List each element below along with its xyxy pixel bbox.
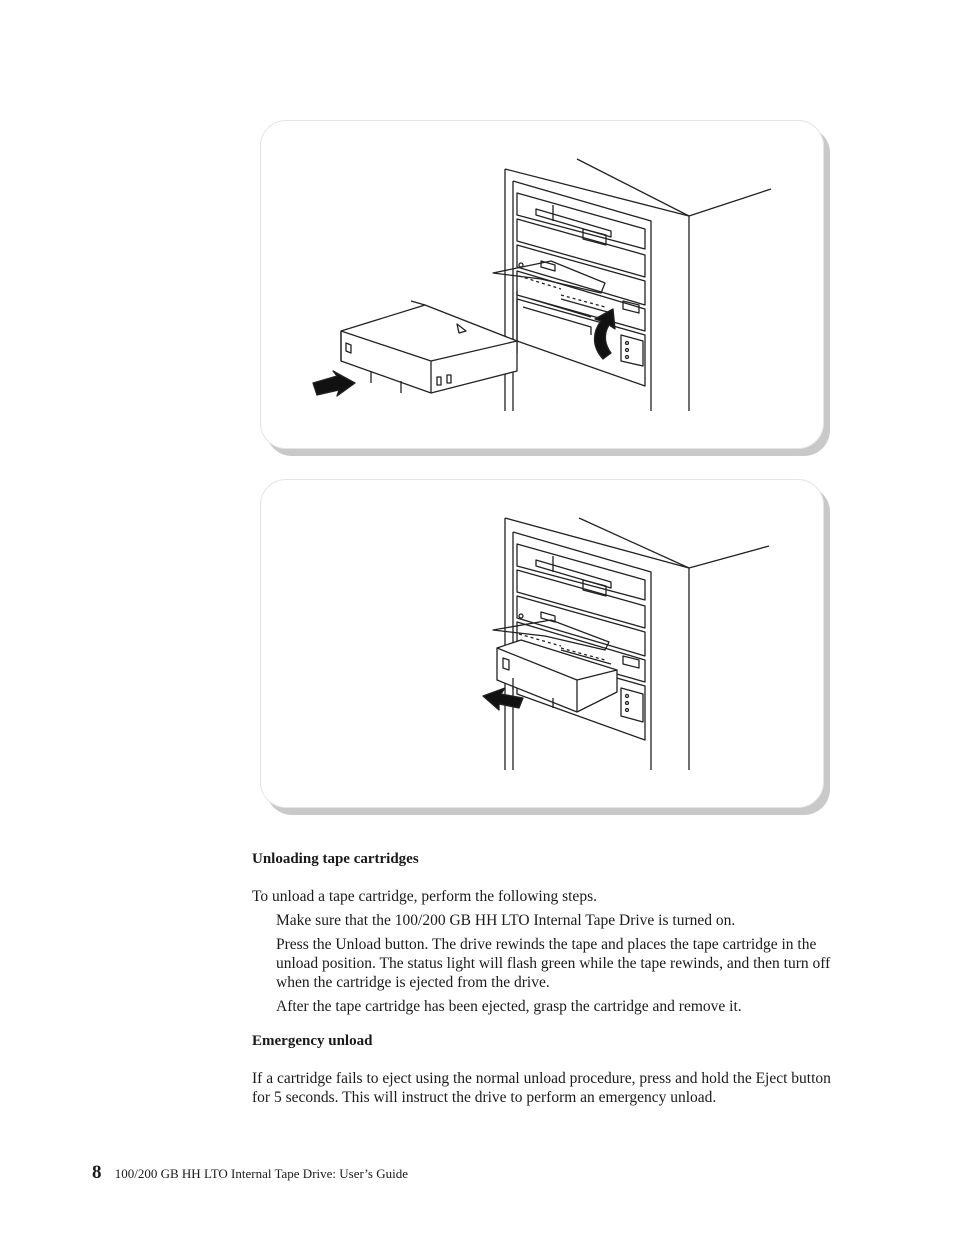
section-heading-unloading: Unloading tape cartridges (252, 851, 419, 867)
step-item: After the tape cartridge has been ejected, grasp the cartridge and remove it. (276, 998, 742, 1015)
unloading-steps-list (276, 911, 842, 1021)
step-item: Press the Unload button. The drive rewinds the tape and places the tape cartridge in the unload position. The status light will flash green while the tape rewinds, and then turn off when the cartridge is ejected from the drive. (276, 936, 831, 991)
emergency-unload-body: If a cartridge fails to eject using the normal unload procedure, press and hold the Eject button for 5 seconds. This will instruct the drive to perform an emergency unload. (252, 1070, 831, 1106)
insert-cartridge-illustration (261, 121, 823, 448)
lift-arrow-icon (595, 309, 616, 359)
step-item: Make sure that the 100/200 GB HH LTO Internal Tape Drive is turned on. (276, 912, 736, 929)
unloading-intro: To unload a tape cartridge, perform the following steps. (252, 888, 597, 905)
insert-cartridge-figure (260, 120, 824, 449)
computer-chassis (505, 518, 769, 770)
eject-cartridge-illustration (261, 480, 823, 807)
page-footer (92, 1162, 408, 1184)
insert-arrow-icon (313, 371, 355, 396)
tape-cartridge (341, 301, 517, 393)
footer-title: 100/200 GB HH LTO Internal Tape Drive: User’s Guide (114, 1166, 408, 1181)
computer-chassis (505, 159, 771, 411)
tape-drive-door (493, 261, 605, 335)
eject-cartridge-figure (260, 479, 824, 808)
page-number: 8 (92, 1162, 102, 1183)
section-heading-emergency: Emergency unload (252, 1033, 373, 1049)
